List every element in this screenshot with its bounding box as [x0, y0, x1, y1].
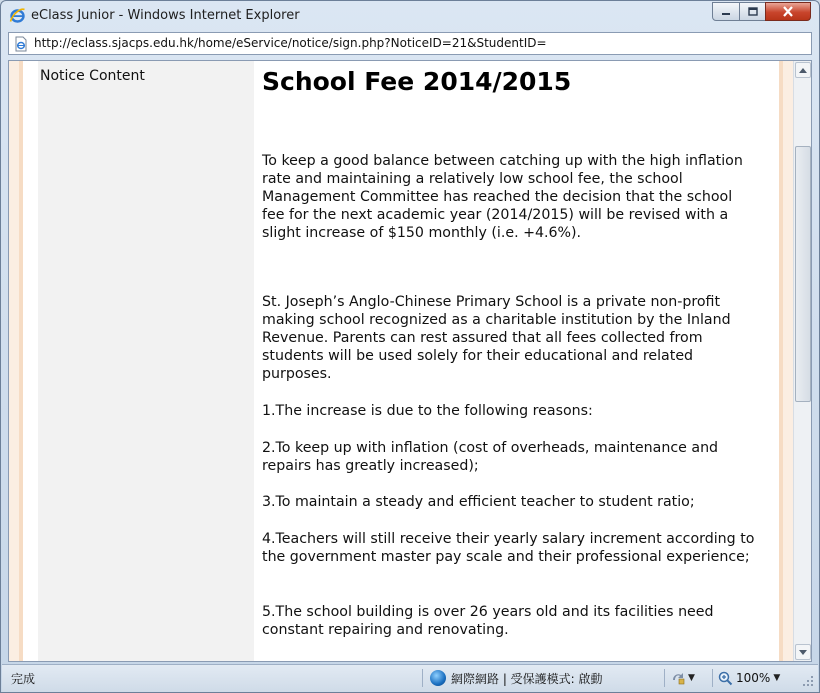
status-text: 完成 — [11, 672, 36, 686]
vertical-scrollbar[interactable] — [793, 61, 811, 661]
address-bar[interactable] — [8, 32, 812, 55]
left-border-stripe-inner — [19, 61, 23, 661]
scroll-thumb[interactable] — [795, 146, 811, 402]
right-border-stripe — [783, 61, 793, 661]
chevron-up-icon — [799, 68, 807, 73]
minimize-button[interactable] — [712, 2, 740, 21]
notice-paragraph: To keep a good balance between catching up with the high inflation rate and maintaining a relatively low school fee, the school Management Committee has reached the decision that the school fee for the next academic year (2014/2015) will be revised with a slight increase of $150 monthly (i.e. +4.6%). — [262, 153, 743, 241]
close-icon — [782, 6, 794, 17]
notice-paragraph: 3.To maintain a steady and efficient teacher to student ratio; — [262, 494, 695, 510]
content-viewport[interactable] — [8, 60, 812, 662]
ie-logo-icon — [9, 7, 26, 24]
label-column — [38, 61, 254, 661]
notice-paragraph: 5.The school building is over 26 years old and its facilities need constant repairing and renovating. — [262, 604, 714, 638]
status-separator — [422, 669, 423, 687]
zone-text: 網際網路 | 受保護模式: 啟動 — [451, 671, 603, 686]
protected-mode-icon — [670, 670, 686, 686]
left-border-stripe — [9, 61, 19, 661]
zoom-control[interactable] — [718, 669, 780, 687]
minimize-icon — [721, 8, 731, 16]
security-zone[interactable] — [430, 668, 603, 688]
status-separator — [664, 669, 665, 687]
title-bar[interactable] — [1, 1, 819, 31]
zoom-icon — [718, 671, 733, 686]
notice-paragraph: 2.To keep up with inflation (cost of overheads, maintenance and repairs has greatly increased); — [262, 440, 719, 474]
status-bar — [2, 664, 818, 692]
notice-title: School Fee 2014/2015 — [262, 67, 572, 96]
resize-grip-icon[interactable] — [802, 675, 814, 687]
maximize-icon — [748, 7, 758, 16]
globe-icon — [430, 670, 446, 686]
notice-content-label: Notice Content — [40, 68, 145, 84]
chevron-down-icon — [799, 650, 807, 655]
page-icon — [13, 36, 29, 52]
notice-paragraph: 4.Teachers will still receive their yearly salary increment according to the government master pay scale and their professional experience; — [262, 531, 755, 565]
close-button[interactable] — [765, 2, 811, 21]
scroll-down-button[interactable] — [795, 644, 811, 660]
notice-paragraph: 1.The increase is due to the following reasons: — [262, 403, 593, 419]
status-separator — [712, 669, 713, 687]
chevron-down-icon: ▼ — [773, 673, 781, 683]
notice-paragraph: St. Joseph’s Anglo-Chinese Primary School is a private non-profit making school recognized as a charitable institution by the Inland Revenue. Parents can rest assured that all fees collected from students will be used solely for their educational and related purposes. — [262, 294, 731, 382]
url-text[interactable]: http://eclass.sjacps.edu.hk/home/eService/notice/sign.php?NoticeID=21&StudentID= — [34, 36, 547, 50]
window-title: eClass Junior - Windows Internet Explorer — [31, 8, 300, 23]
chevron-down-icon: ▼ — [688, 673, 695, 683]
zoom-level: 100% — [736, 671, 771, 685]
maximize-button[interactable] — [739, 2, 766, 21]
scroll-up-button[interactable] — [795, 62, 811, 78]
protected-mode-button[interactable] — [670, 669, 704, 687]
